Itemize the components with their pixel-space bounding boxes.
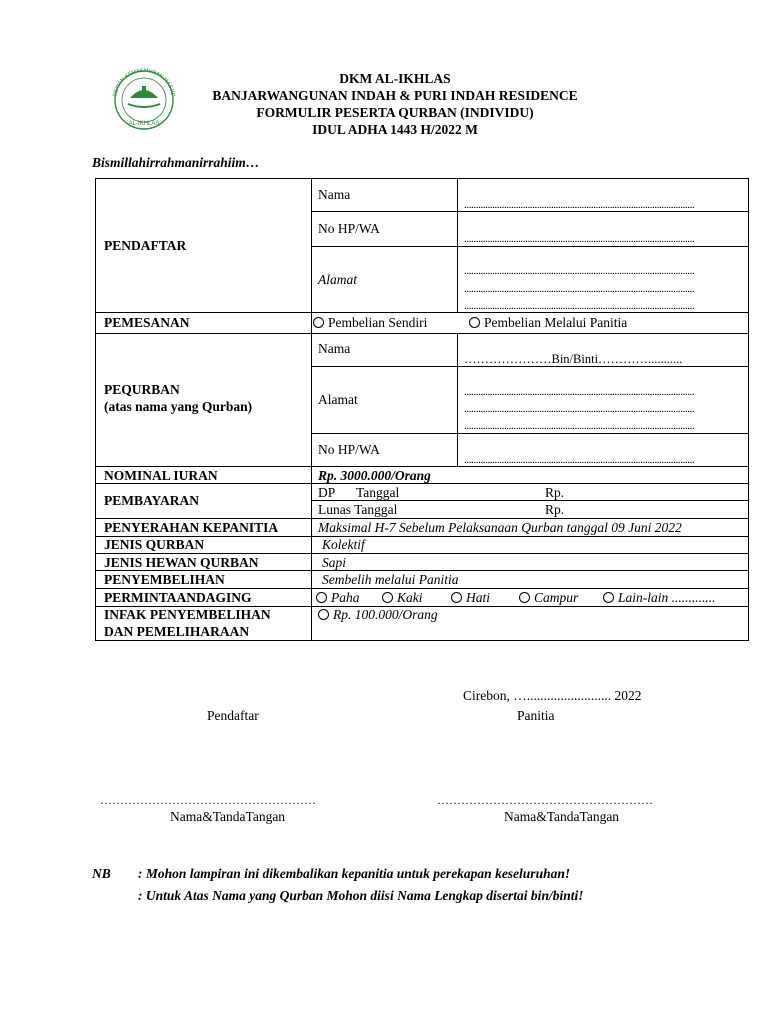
nb-label: NB	[92, 866, 111, 881]
pembayaran-lunas-label: Lunas Tanggal	[318, 502, 398, 517]
permintaan-opt-kaki-label: Kaki	[397, 590, 423, 605]
pequrban-hp-label: No HP/WA	[318, 442, 380, 457]
permintaan-opt-hati[interactable]	[451, 590, 490, 606]
jenis-hewan-label: JENIS HEWAN QURBAN	[104, 555, 259, 570]
logo-arc-text: DEWAN KEMAKMURAN MASJID	[112, 67, 176, 98]
pendaftar-label: PENDAFTAR	[104, 238, 187, 253]
signature-left-caption: Nama&TandaTangan	[170, 809, 286, 824]
permintaan-opt-kaki[interactable]	[382, 590, 423, 606]
permintaan-opt-paha[interactable]	[316, 590, 360, 606]
pendaftar-nama-field[interactable]: ..................................................................................................	[464, 199, 695, 211]
form-title: FORMULIR PESERTA QURBAN (INDIVIDU)	[256, 105, 534, 120]
radio-icon[interactable]	[316, 592, 327, 603]
radio-icon[interactable]	[603, 592, 614, 603]
place-date: Cirebon, …......................... 2022	[463, 688, 642, 703]
penyembelihan-value: Sembelih melalui Panitia	[322, 572, 459, 587]
note-line-1: : Mohon lampiran ini dikembalikan kepanitia untuk perekapan keseluruhan!	[138, 866, 571, 881]
radio-icon[interactable]	[318, 609, 329, 620]
pequrban-label: PEQURBAN	[104, 382, 180, 397]
pembayaran-lunas-rp: Rp.	[545, 502, 565, 517]
pequrban-nama-field[interactable]: …………………Bin/Binti…………...........	[464, 352, 683, 366]
radio-icon[interactable]	[382, 592, 393, 603]
radio-icon[interactable]	[519, 592, 530, 603]
org-address: BANJARWANGUNAN INDAH & PURI INDAH RESIDENCE	[212, 88, 578, 103]
event-title: IDUL ADHA 1443 H/2022 M	[312, 122, 478, 137]
radio-icon[interactable]	[313, 317, 324, 328]
pemesanan-opt-panitia-label: Pembelian Melalui Panitia	[484, 315, 628, 330]
penyembelihan-label: PENYEMBELIHAN	[104, 572, 225, 587]
pequrban-alamat-field-1[interactable]: ..................................................................................................	[464, 386, 695, 398]
dkm-logo	[108, 66, 180, 130]
pequrban-hp-field[interactable]: ..................................................................................................	[464, 454, 695, 466]
jenis-qurban-value: Kolektif	[322, 537, 365, 552]
permintaan-lain-field[interactable]: .............	[671, 590, 716, 605]
pembayaran-dp-rp: Rp.	[545, 485, 565, 500]
infak-value: Rp. 100.000/Orang	[333, 607, 438, 622]
radio-icon[interactable]	[451, 592, 462, 603]
form-header	[180, 70, 610, 138]
pendaftar-hp-label: No HP/WA	[318, 221, 380, 236]
form-table	[95, 178, 749, 641]
nominal-value: Rp. 3000.000/Orang	[318, 468, 431, 483]
pendaftar-hp-field[interactable]: ..................................................................................................	[464, 233, 695, 245]
pendaftar-alamat-label: Alamat	[318, 272, 357, 287]
permintaan-opt-hati-label: Hati	[466, 590, 491, 605]
bismillah: Bismillahirrahmanirrahiim…	[92, 155, 260, 170]
pendaftar-alamat-field-3[interactable]: ..................................................................................................	[464, 300, 695, 312]
permintaan-opt-paha-label: Paha	[331, 590, 360, 605]
penyerahan-value: Maksimal H-7 Sebelum Pelaksanaan Qurban tanggal 09 Juni 2022	[318, 520, 682, 535]
pendaftar-alamat-field-1[interactable]: ..................................................................................................	[464, 265, 695, 277]
org-name: DKM AL-IKHLAS	[339, 71, 451, 86]
pembayaran-dp-tanggal: Tanggal	[356, 485, 400, 500]
nominal-label: NOMINAL IURAN	[104, 468, 218, 483]
permintaan-opt-lain-label: Lain-lain	[618, 590, 669, 605]
infak-label: INFAK PENYEMBELIHAN	[104, 607, 271, 622]
pembayaran-dp-label: DP	[318, 485, 336, 500]
logo-bottom-text: AL-IKHLAS	[128, 121, 160, 127]
pendaftar-alamat-field-2[interactable]: ..................................................................................................	[464, 283, 695, 295]
pequrban-nama-label: Nama	[318, 341, 351, 356]
signature-right-line[interactable]: ………………………………………………	[437, 793, 653, 807]
signature-right-title: Panitia	[517, 708, 555, 723]
pemesanan-opt-sendiri[interactable]	[313, 315, 427, 331]
signature-right-caption: Nama&TandaTangan	[504, 809, 620, 824]
permintaan-label: PERMINTAANDAGING	[104, 590, 252, 605]
pemesanan-opt-panitia[interactable]	[469, 315, 627, 331]
pequrban-alamat-label: Alamat	[318, 392, 358, 407]
infak-sublabel: DAN PEMELIHARAAN	[104, 624, 250, 639]
infak-option[interactable]	[318, 607, 438, 623]
pequrban-alamat-field-3[interactable]: ..................................................................................................	[464, 420, 695, 432]
jenis-qurban-label: JENIS QURBAN	[104, 537, 205, 552]
permintaan-opt-campur[interactable]	[519, 590, 578, 606]
jenis-hewan-value: Sapi	[322, 555, 347, 570]
note-line-2: : Untuk Atas Nama yang Qurban Mohon diisi Nama Lengkap disertai bin/binti!	[138, 888, 584, 903]
pendaftar-nama-label: Nama	[318, 187, 351, 202]
pequrban-alamat-field-2[interactable]: ..................................................................................................	[464, 403, 695, 415]
signature-left-title: Pendaftar	[207, 708, 259, 723]
radio-icon[interactable]	[469, 317, 480, 328]
permintaan-opt-campur-label: Campur	[534, 590, 579, 605]
pemesanan-label: PEMESANAN	[104, 315, 190, 330]
pequrban-sublabel: (atas nama yang Qurban)	[104, 399, 253, 414]
pembayaran-label: PEMBAYARAN	[104, 493, 200, 508]
permintaan-opt-lain[interactable]	[603, 590, 716, 606]
pemesanan-opt-sendiri-label: Pembelian Sendiri	[328, 315, 428, 330]
signature-left-line[interactable]: ………………………………………………	[100, 793, 316, 807]
penyerahan-label: PENYERAHAN KEPANITIA	[104, 520, 279, 535]
